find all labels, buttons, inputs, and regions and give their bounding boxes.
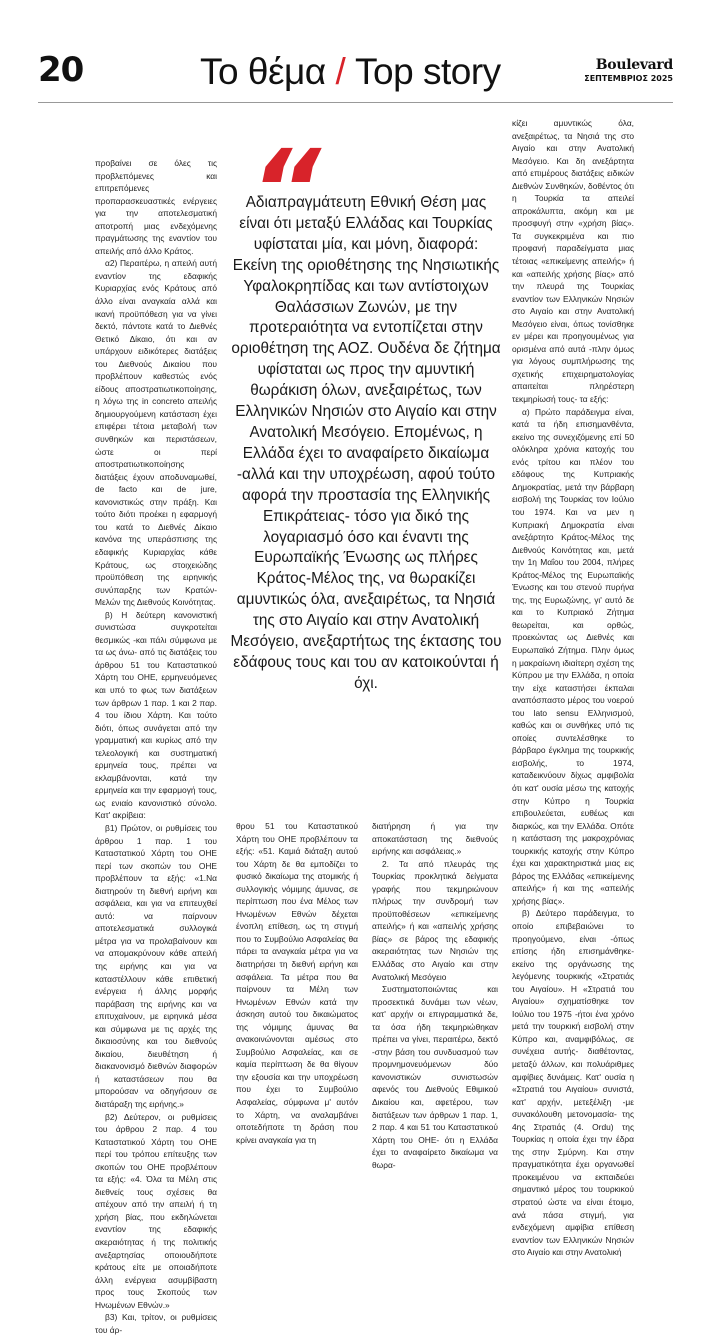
page-number: 20 bbox=[38, 50, 84, 90]
article-column-bottom-1 bbox=[236, 820, 358, 1145]
section-title-greek: Το θέμα bbox=[200, 51, 326, 92]
article-column-bottom-2 bbox=[372, 820, 498, 1170]
paragraph: α) Πρώτο παράδειγμα είναι, κατά τα ήδη επισημανθέντα, εκείνο της συνεχιζόμενης επί 50 ολόκληρα χρόνια κατοχής του ενός τρίτου και πλέον του εδάφους της Κυπριακής Δημοκρατίας, μετά την βάρβαρη εισβολή της Τουρκίας τον Ιούλιο του 1974. Και να μεν η Κυπριακή Δημοκρατία είναι ανεξάρτητο Κράτος-Μέλος της Διεθνούς Κοινότητας και, μετά την 1η Μαΐου του 2004, πλήρες Κράτος-Μέλος της Ευρωπαϊκής Ένωσης και του στενού πυρήνα της, της Ευρωζώνης, γι' αυτό δε και το Κυπριακό Ζήτημα θεωρείται, και ορθώς, προεκώντας ως Διεθνές και Ευρωπαϊκό Ζήτημα. Πλην όμως η μακραίωνη ιδιαίτερη σχέση της Κύπρου με την Ελλάδα, η οποία την είχε καταστήσει έκπαλαι αναπόσπαστο μέρος του νοερού του lato sensu Ελληνισμού, καθώς και οι συνθήκες υπό τις οποίες συντελέσθηκε το βάρβαρο έγκλημα της τουρκικής εισβολής, το 1974, καταδεικνύουν δίχως αμφιβολία ότι κατ' ουσία μέσω της κατοχής στην Κύπρο η Τουρκία επιβουλεύεται, ευθέως και διαρκώς, και την Ελλάδα. Οπότε η κατάσταση της μακροχρόνιας τουρκικής κατοχής στην Κύπρο έχει και χαρακτηριστικά μιας εις βάρος της Ελλάδας «επικείμενης απειλής» ή και της «απειλής χρήσης βίας». bbox=[512, 406, 634, 906]
paragraph: β) Δεύτερο παράδειγμα, το οποίο επιβεβαιώνει το προηγούμενο, είναι -όπως επίσης ήδη επισημάνθηκε- εκείνο της οργάνωσης της λεγόμενης τουρκικής «Στρατιάς του Αιγαίου». Η «Στρατιά του Αιγαίου» σχηματίσθηκε τον Ιούλιο του 1975 -ήτοι ένα χρόνο μετά την τουρκική εισβολή στην Κύπρο και, αναμφιβόλως, σε συνέχεια αυτής- διαθέτοντας, μεταξύ άλλων, και πολυάριθμες αμφίβιες δυνάμεις. Κατ' ουσία η «Στρατιά του Αιγαίου» συνιστά, κατ' αρχήν, μετεξέλιξη -με συνακόλουθη μετονομασία- της 4ης Στρατιάς (4. Ordu) της Τουρκίας η οποία έχει την έδρα της στην Σμύρνη. Και στην πραγματικότητα έχει οργανωθεί προκειμένου να εκπαιδεύει σημαντικό μέρος του τουρκικού στρατού ώστε να είναι έτοιμο, ανά πάσα στιγμή, για ενδεχόμενη αμφίβια επίθεση εναντίον των Ελληνικών Νησιών στο Αιγαίο και στην Ανατολική bbox=[512, 908, 634, 1258]
section-title bbox=[200, 50, 501, 94]
issue-date: ΣΕΠΤΕΜΒΡΙΟΣ 2025 bbox=[584, 74, 673, 83]
paragraph: α2) Περαιτέρω, η απειλή αυτή εναντίον της εδαφικής Κυριαρχίας ενός Κράτους από άλλο είναι αναγκαία αλλά και ικανή προϋπόθεση για να γίνει δεκτό, πάντοτε κατά το Διεθνές Θετικό Δίκαιο, ότι και αν υπάρχουν ειδικότερες διατάξεις του Διεθνούς Δικαίου που προβλέπουν καθεστώς ενός είδους αποστρατιωτικοποίησης, η λόγω της in concreto απειλής δημιουργούμενη κατάσταση έχει επιφέρει τέτοια μεταβολή των συνθηκών και περιστάσεων, ώστε οι περί αποστρατιωτικοποίησης διατάξεις έχουν αποδυναμωθεί, de facto και de jure, κανονιστικώς στην πράξη. Και τούτο διότι προέκει η εφαρμογή του κατά το Διεθνές Δίκαιο κανόνα της υπεράσπισης της εδαφικής Κυριαρχίας κάθε Κράτους, ως στοιχειώδης προϋπόθεση της ειρηνικής συνύπαρξης των Κρατών-Μελών της Διεθνούς Κοινότητας. bbox=[95, 258, 217, 608]
article-column-left bbox=[95, 157, 217, 1335]
paragraph: β) Η δεύτερη κανονιστική συνιστώσα συγκροτείται θεσμικώς -και πάλι σύμφωνα με τα ως άνω- από τις διατάξεις του άρθρου 51 του Καταστατικού Χάρτη του ΟΗΕ, ερμηνευόμενες και υπό το φως των διατάξεων των άρθρων 1 παρ. 1 και 2 παρ. 4 του ίδιου Χάρτη. Και τούτο διότι, όπως συνάγεται από την γραμματική και κυρίως από την τελεολογική και συστηματική ερμηνεία τους, πρέπει να εκλαμβάνονται, κατά την ερμηνεία και την εφαρμογή τους, ως ενιαίο κανονιστικό σύνολο. Κατ' ακρίβεια: bbox=[95, 609, 217, 821]
paragraph: β3) Και, τρίτον, οι ρυθμίσεις του άρ- bbox=[95, 1312, 217, 1335]
section-title-slash: / bbox=[335, 51, 346, 92]
section-title-english: Top story bbox=[355, 51, 501, 92]
magazine-brand bbox=[584, 58, 673, 84]
article-column-right bbox=[512, 117, 634, 1258]
header-divider bbox=[38, 102, 673, 103]
paragraph: κίζει αμυντικώς όλα, ανεξαιρέτως, τα Νησιά της στο Αιγαίο και στην Ανατολική Μεσόγειο. Και δη ανεξάρτητα από επιμέρους διατάξεις ειδικών Διεθνών Συνθηκών, δοθέντος ότι η Τουρκία τα απειλεί απροκάλυπτα, ακόμη και με προσφυγή στην «χρήση βίας». Τα συγκεκριμένα και πιο προφανή παραδείγματα μιας τέτοιας «επικείμενης απειλής» ή και «απειλής χρήσης βίας» από την πλευρά της Τουρκίας εναντίον των Ελληνικών Νησιών στο Αιγαίο και στην Ανατολική Μεσόγειο είναι, όπως τονίσθηκε εν μέρει και προηγουμένως για ορισμένα από αυτά -πλην όμως για λόγους συμπλήρωσης της σχετικής επιχειρηματολογίας απαιτείται πληρέστερη τεκμηρίωσή τους- τα εξής: bbox=[512, 118, 634, 405]
quote-mark-icon: “ bbox=[250, 126, 315, 254]
paragraph: β2) Δεύτερον, οι ρυθμίσεις του άρθρου 2 παρ. 4 του Καταστατικού Χάρτη του ΟΗΕ περί του τρόπου επίτευξης των σκοπών του ΟΗΕ προβλέπουν τα εξής: «4. Όλα τα Μέλη στις διεθνείς τους σχέσεις θα απέχουν από την απειλή ή τη χρήση βίας, που εκδηλώνεται εναντίον της εδαφικής ακεραιότητας ή της πολιτικής ανεξαρτησίας οποιουδήποτε κράτους είτε με οποιαδήποτε άλλη ενέργεια ασυμβίβαστη προς τους Σκοπούς των Ηνωμένων Εθνών.» bbox=[95, 1111, 217, 1310]
paragraph: θρου 51 του Καταστατικού Χάρτη του ΟΗΕ προβλέπουν τα εξής: «51. Καμιά διάταξη αυτού του Χάρτη δε θα εμποδίζει το φυσικό δικαίωμα της ατομικής ή συλλογικής νόμιμης άμυνας, σε περίπτωση που ένα Μέλος των Ηνωμένων Εθνών δέχεται ένοπλη επίθεση, ως τη στιγμή που το Συμβούλιο Ασφαλείας θα πάρει τα αναγκαία μέτρα για να διατηρήσει τη διεθνή ειρήνη και ασφάλεια. Τα μέτρα που θα παίρνουν τα Μέλη των Ηνωμένων Εθνών κατά την άσκηση αυτού του δικαιώματος της νόμιμης άμυνας θα ανακοινώνονται αμέσως στο Συμβούλιο Ασφαλείας, και σε καμία περίπτωση δε θα θίγουν την εξουσία και την υποχρέωση που έχει το Συμβούλιο Ασφαλείας, σύμφωνα μ' αυτόν το Χάρτη, να αναλαμβάνει οποτεδήποτε τη δράση που κρίνει αναγκαία για τη bbox=[236, 821, 358, 1145]
paragraph: διατήρηση ή για την αποκατάσταση της διεθνούς ειρήνης και ασφάλειας.» bbox=[372, 821, 498, 857]
paragraph: β1) Πρώτον, οι ρυθμίσεις του άρθρου 1 παρ. 1 του Καταστατικού Χάρτη του ΟΗΕ περί των σκοπών του ΟΗΕ προβλέπουν τα εξής: «1.Να διατηρούν τη διεθνή ειρήνη και ασφάλεια, και για να επιτευχθεί αυτό: να παίρνουν αποτελεσματικά συλλογικά μέτρα για να προλαβαίνουν και να απομακρύνουν κάθε απειλή της ειρήνης και για να καταστέλλουν κάθε επιθετική ενέργεια ή άλλης μορφής παράβαση της ειρήνης και να επιτυχαίνουν, με ειρηνικά μέσα και σύμφωνα με τις αρχές της δικαιοσύνης και του διεθνούς δικαίου, διευθέτηση ή διακανονισμό διεθνών διαφορών ή καταστάσεων που θα μπορούσαν να οδηγήσουν σε διατάραξη της ειρήνης.» bbox=[95, 822, 217, 1110]
pull-quote: Αδιαπραγμάτευτη Εθνική Θέση μας είναι ότι μεταξύ Ελλάδας και Τουρκίας υφίσταται μία, και μόνη, διαφορά: Εκείνη της οριοθέτησης της Νησιωτικής Υφαλοκρηπίδας και των αντίστοιχων Θαλάσσιων Ζωνών, με την προτεραιότητα να εντοπίζεται στην οριοθέτηση της ΑΟΖ. Ουδένα δε ζήτημα υφίσταται ως προς την αμυντική θωράκιση όλων, ανεξαιρέτως, των Ελληνικών Νησιών στο Αιγαίο και στην Ανατολική Μεσόγειο. Επομένως, η Ελλάδα έχει το αναφαίρετο δικαίωμα -αλλά και την υποχρέωση, αφού τούτο αφορά την προστασία της Ελληνικής Επικράτειας- τόσο για δικό της λογαριασμό όσο και έναντι της Ευρωπαϊκής Ένωσης ως πλήρες Κράτος-Μέλος της, να θωρακίζει αμυντικώς όλα, ανεξαιρέτως, τα Νησιά της στο Αιγαίο και στην Ανατολική Μεσόγειο, ανεξαρτήτως της έκτασης του εδάφους τους και του αν κατοικούνται ή όχι. bbox=[230, 194, 502, 692]
paragraph: Συστηματοποιώντας και προσεκτικά δυνάμει των νέων, κατ' αρχήν οι επιγραμματικά δε, τα όσα ήδη τεκμηριώθηκαν πρέπει να γίνει, περαιτέρω, δεκτό -στην βάση του συνδυασμού των προμνημονευόμενων δύο κανονιστικών συνιστωσών αφενός του Διεθνούς Εθιμικού Δικαίου και, αφετέρου, των διατάξεων των άρθρων 1 παρ. 1, 2 παρ. 4 και 51 του Καταστατικού Χάρτη του ΟΗΕ- ότι η Ελλάδα έχει το αναφαίρετο δικαίωμα να θωρα- bbox=[372, 984, 498, 1170]
paragraph: 2. Τα από πλευράς της Τουρκίας προκλητικά δείγματα γραφής που τεκμηριώνουν πλήρως την συνδρομή των προϋποθέσεων «επικείμενης απειλής» ή και «απειλής χρήσης βίας» σε βάρος της εδαφικής ακεραιότητας των Νησιών της Ελλάδας στο Αιγαίο και στην Ανατολική Μεσόγειο bbox=[372, 858, 498, 982]
brand-logo-text: Boulevard bbox=[595, 57, 673, 73]
paragraph: προβαίνει σε όλες τις προβλεπόμενες και επιτρεπόμενες προπαρασκευαστικές ενέργειες για την αποτελεσματική αποτροπή μιας ενδεχόμενης πραγμάτωσης της εναντίον του απειλής από άλλο Κράτος. bbox=[95, 158, 217, 256]
